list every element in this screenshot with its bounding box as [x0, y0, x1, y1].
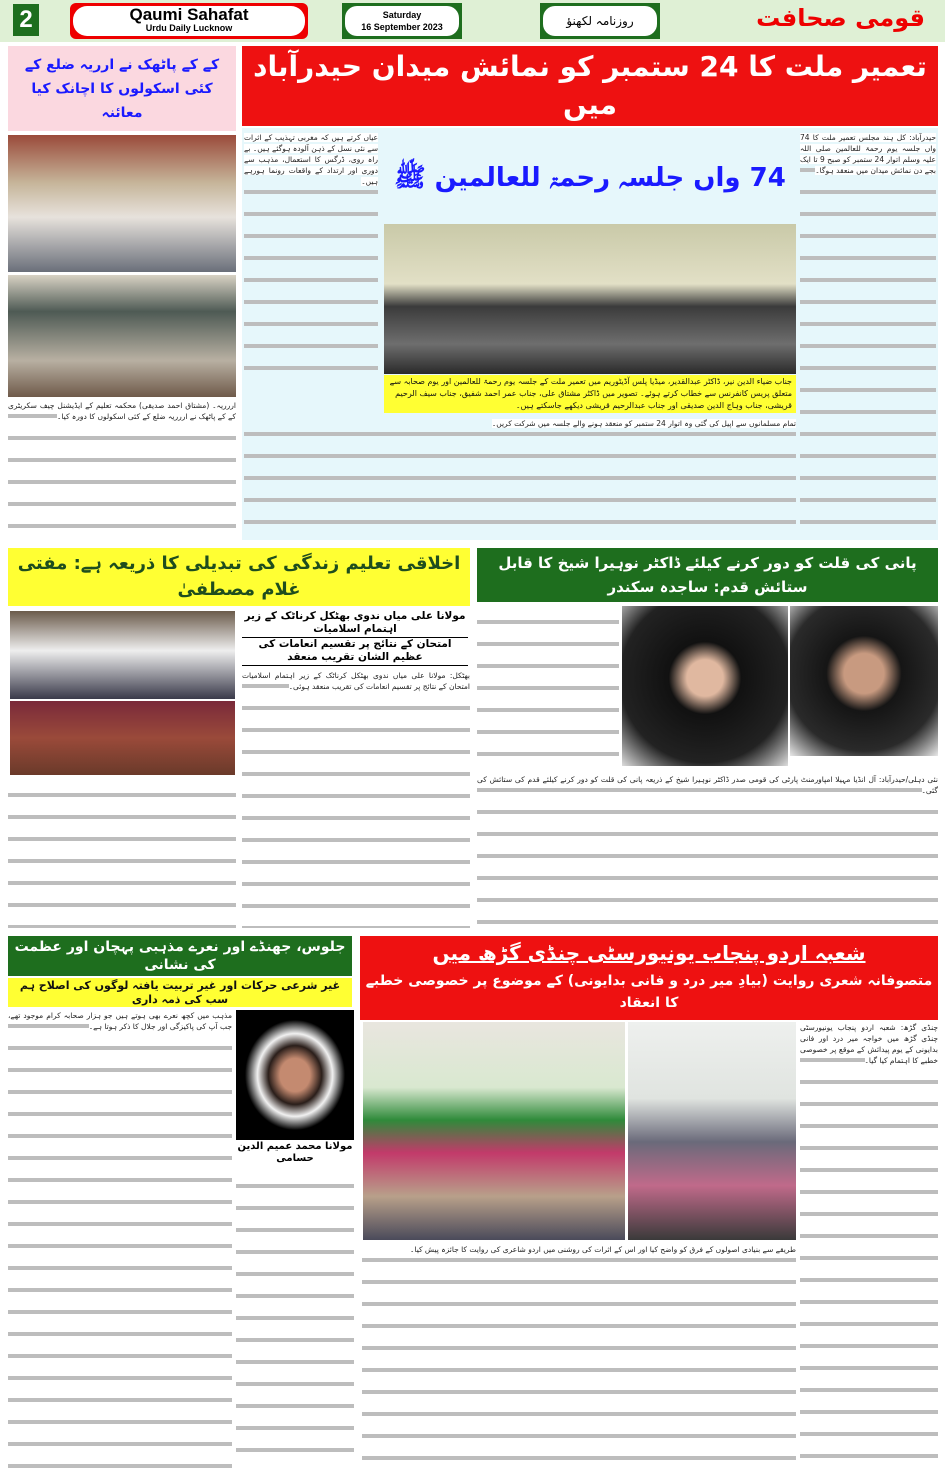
- education-sub-1: مولانا علی میاں ندوی بھٹکل کرناٹک کے زیر اہتمام اسلامیات: [242, 610, 468, 638]
- lecture-photo-2: [628, 1022, 796, 1240]
- students-photo-2: [10, 701, 235, 775]
- main-headline: تعمیر ملت کا 24 ستمبر کو نمائش میدان حیدرآباد میں: [242, 46, 938, 126]
- procession-article-col: [236, 1170, 354, 1468]
- press-photo-caption: جناب ضیاء الدین نیر، ڈاکٹر عبدالقدیر، میڈیا پلس آڈیٹوریم میں تعمیر ملت کے جلسہ یوم رحمۃ للعالمین اور یوم صحابہ سے متعلق پریس کانفرنس سے خطاب کرتے ہوئے۔ تصویر میں ڈاکٹر مشتاق علی، جناب عمر احمد شفیق، جناب سیف الرحیم قریشی، جناب وہاج الدین صدیقی اور جناب عبدالرحیم قریشی دیکھے جاسکتے ہیں۔: [384, 375, 796, 413]
- main-article-lower-columns: تمام مسلمانوں سے اپیل کی گئی وہ اتوار 24 ستمبر کو منعقد ہونے والے جلسہ میں شرکت کریں۔: [244, 418, 796, 538]
- urdu-dept-headline-1: شعبہ اردو پنجاب یونیورسٹی چنڈی گڑھ میں: [432, 941, 866, 965]
- procession-subheadline: غیر شرعی حرکات اور غیر تربیت یافتہ لوگوں کی اصلاح ہم سب کی ذمہ داری: [8, 978, 352, 1007]
- urdu-dept-article-lower: طریقے سے بنیادی اصولوں کے فرق کو واضح کیا اور اس کے اثرات کی روشنی میں اردو شاعری کی روایت کا جائزہ پیش کیا۔: [362, 1244, 796, 1468]
- water-article-body: نئی دہلی/حیدرآباد: آل انڈیا مہیلا امپاورمنٹ پارٹی کی قومی صدر ڈاکٹر نوہیرا شیخ کے ذریعہ پانی کی قلت کو دور کرنے کیلئے قدم کی ستائش کی گئی۔: [477, 774, 938, 928]
- inspection-photo-2: [8, 275, 236, 397]
- urdu-dept-headline-box: [360, 936, 938, 1020]
- sub-headline: 74 واں جلسہ رحمۃ للعالمین ﷺ: [394, 162, 786, 193]
- water-headline: پانی کی قلت کو دور کرنے کیلئے ڈاکٹر نوہیرا شیخ کا قابل ستائش قدم: ساجدہ سکندر: [477, 548, 938, 602]
- education-article-left: [8, 779, 236, 928]
- urdu-dept-headline-2: متصوفانہ شعری روایت (بیادِ میر درد و فانی بدایونی) کے موضوع پر خصوصی خطبے کا انعقاد: [365, 973, 933, 1011]
- author-photo: [236, 1010, 354, 1140]
- nowhera-shaikh-photo: [790, 606, 938, 756]
- main-article-left-column: عیاں کرتے ہیں کہ مغربی تہذیب کے اثرات سے نئی نسل کے ذہن آلودہ ہوگئے ہیں۔ بے راہ روی، ڈرگس کا استعمال، مذہب سے دوری اور ارتداد کے واقعات رونما ہورہے ہیں۔: [244, 132, 378, 372]
- lecture-photo-1: [363, 1022, 625, 1240]
- brand-title: Qaumi Sahafat: [129, 5, 249, 24]
- side-article-body: اررریہ۔ (مشتاق احمد صدیقی) محکمہ تعلیم کے ایڈیشنل چیف سکریٹری کے کے پاٹھک نے اررریہ ضلع کے کئی اسکولوں کا دورہ کیا۔: [8, 400, 236, 538]
- brand-box: [70, 3, 308, 39]
- side-headline: کے کے پاٹھک نے ارریہ ضلع کے کئی اسکولوں کا اچانک کیا معائنہ: [8, 46, 236, 131]
- day: Saturday: [382, 10, 422, 20]
- date: 16 September 2023: [361, 22, 443, 32]
- page-number: 2: [13, 4, 39, 36]
- inspection-photo-1: [8, 135, 236, 272]
- procession-headline: جلوس، جھنڈے اور نعرے مذہبی پہچان اور عظمت کی نشانی: [8, 936, 352, 976]
- urdu-logo: قومی صحافت: [756, 4, 925, 32]
- education-headline: اخلاقی تعلیم زندگی کی تبدیلی کا ذریعہ ہے: مفتی غلام مصطفیٰ: [8, 548, 470, 606]
- water-article-col-left: [477, 606, 619, 771]
- roznama-text: روزنامہ لکھنؤ: [543, 6, 657, 36]
- education-article-right: بھٹکل: مولانا علی میاں ندوی بھٹکل کرناٹک کے زیر اہتمام اسلامیات امتحان کے نتائج پر تقسیم انعامات کی تقریب منعقد ہوئی۔: [242, 670, 470, 928]
- press-conference-photo: [384, 224, 796, 374]
- author-name: مولانا محمد عمیم الدین حسامی: [237, 1141, 353, 1164]
- education-sub-2: امتحان کے نتائج پر تقسیم انعامات کی عظیم الشان تقریب منعقد: [242, 638, 468, 666]
- sajida-sikandar-photo: [622, 606, 788, 766]
- students-photo-1: [10, 611, 235, 699]
- date-box: [342, 3, 462, 39]
- main-article-right-column: حیدرآباد: کل ہند مجلس تعمیر ملت کا 74 واں جلسہ یوم رحمۃ للعالمین صلی اللہ علیہ وسلم اتوار 24 ستمبر کو صبح 9 تا ایک بجے دن نمائش میدان میں منعقد ہوگا۔: [800, 132, 936, 538]
- brand-subtitle: Urdu Daily Lucknow: [145, 23, 233, 33]
- roznama-box: [540, 3, 660, 39]
- urdu-dept-article-right: چنڈی گڑھ: شعبہ اردو پنجاب یونیورسٹی چنڈی گڑھ میں خواجہ میر درد اور فانی بدایونی کے یوم پیدائش کے موقع پر خصوصی خطبے کا اہتمام کیا گیا۔: [800, 1022, 938, 1468]
- education-subheadings: [242, 610, 468, 666]
- procession-article-body: مذہب میں کچھ نعرے بھی ہوتے ہیں جو ہزار صحابہ کرام موجود تھے، جب آپ کی پاکیزگی اور جلال کا ذکر ہوتا ہے۔: [8, 1010, 232, 1468]
